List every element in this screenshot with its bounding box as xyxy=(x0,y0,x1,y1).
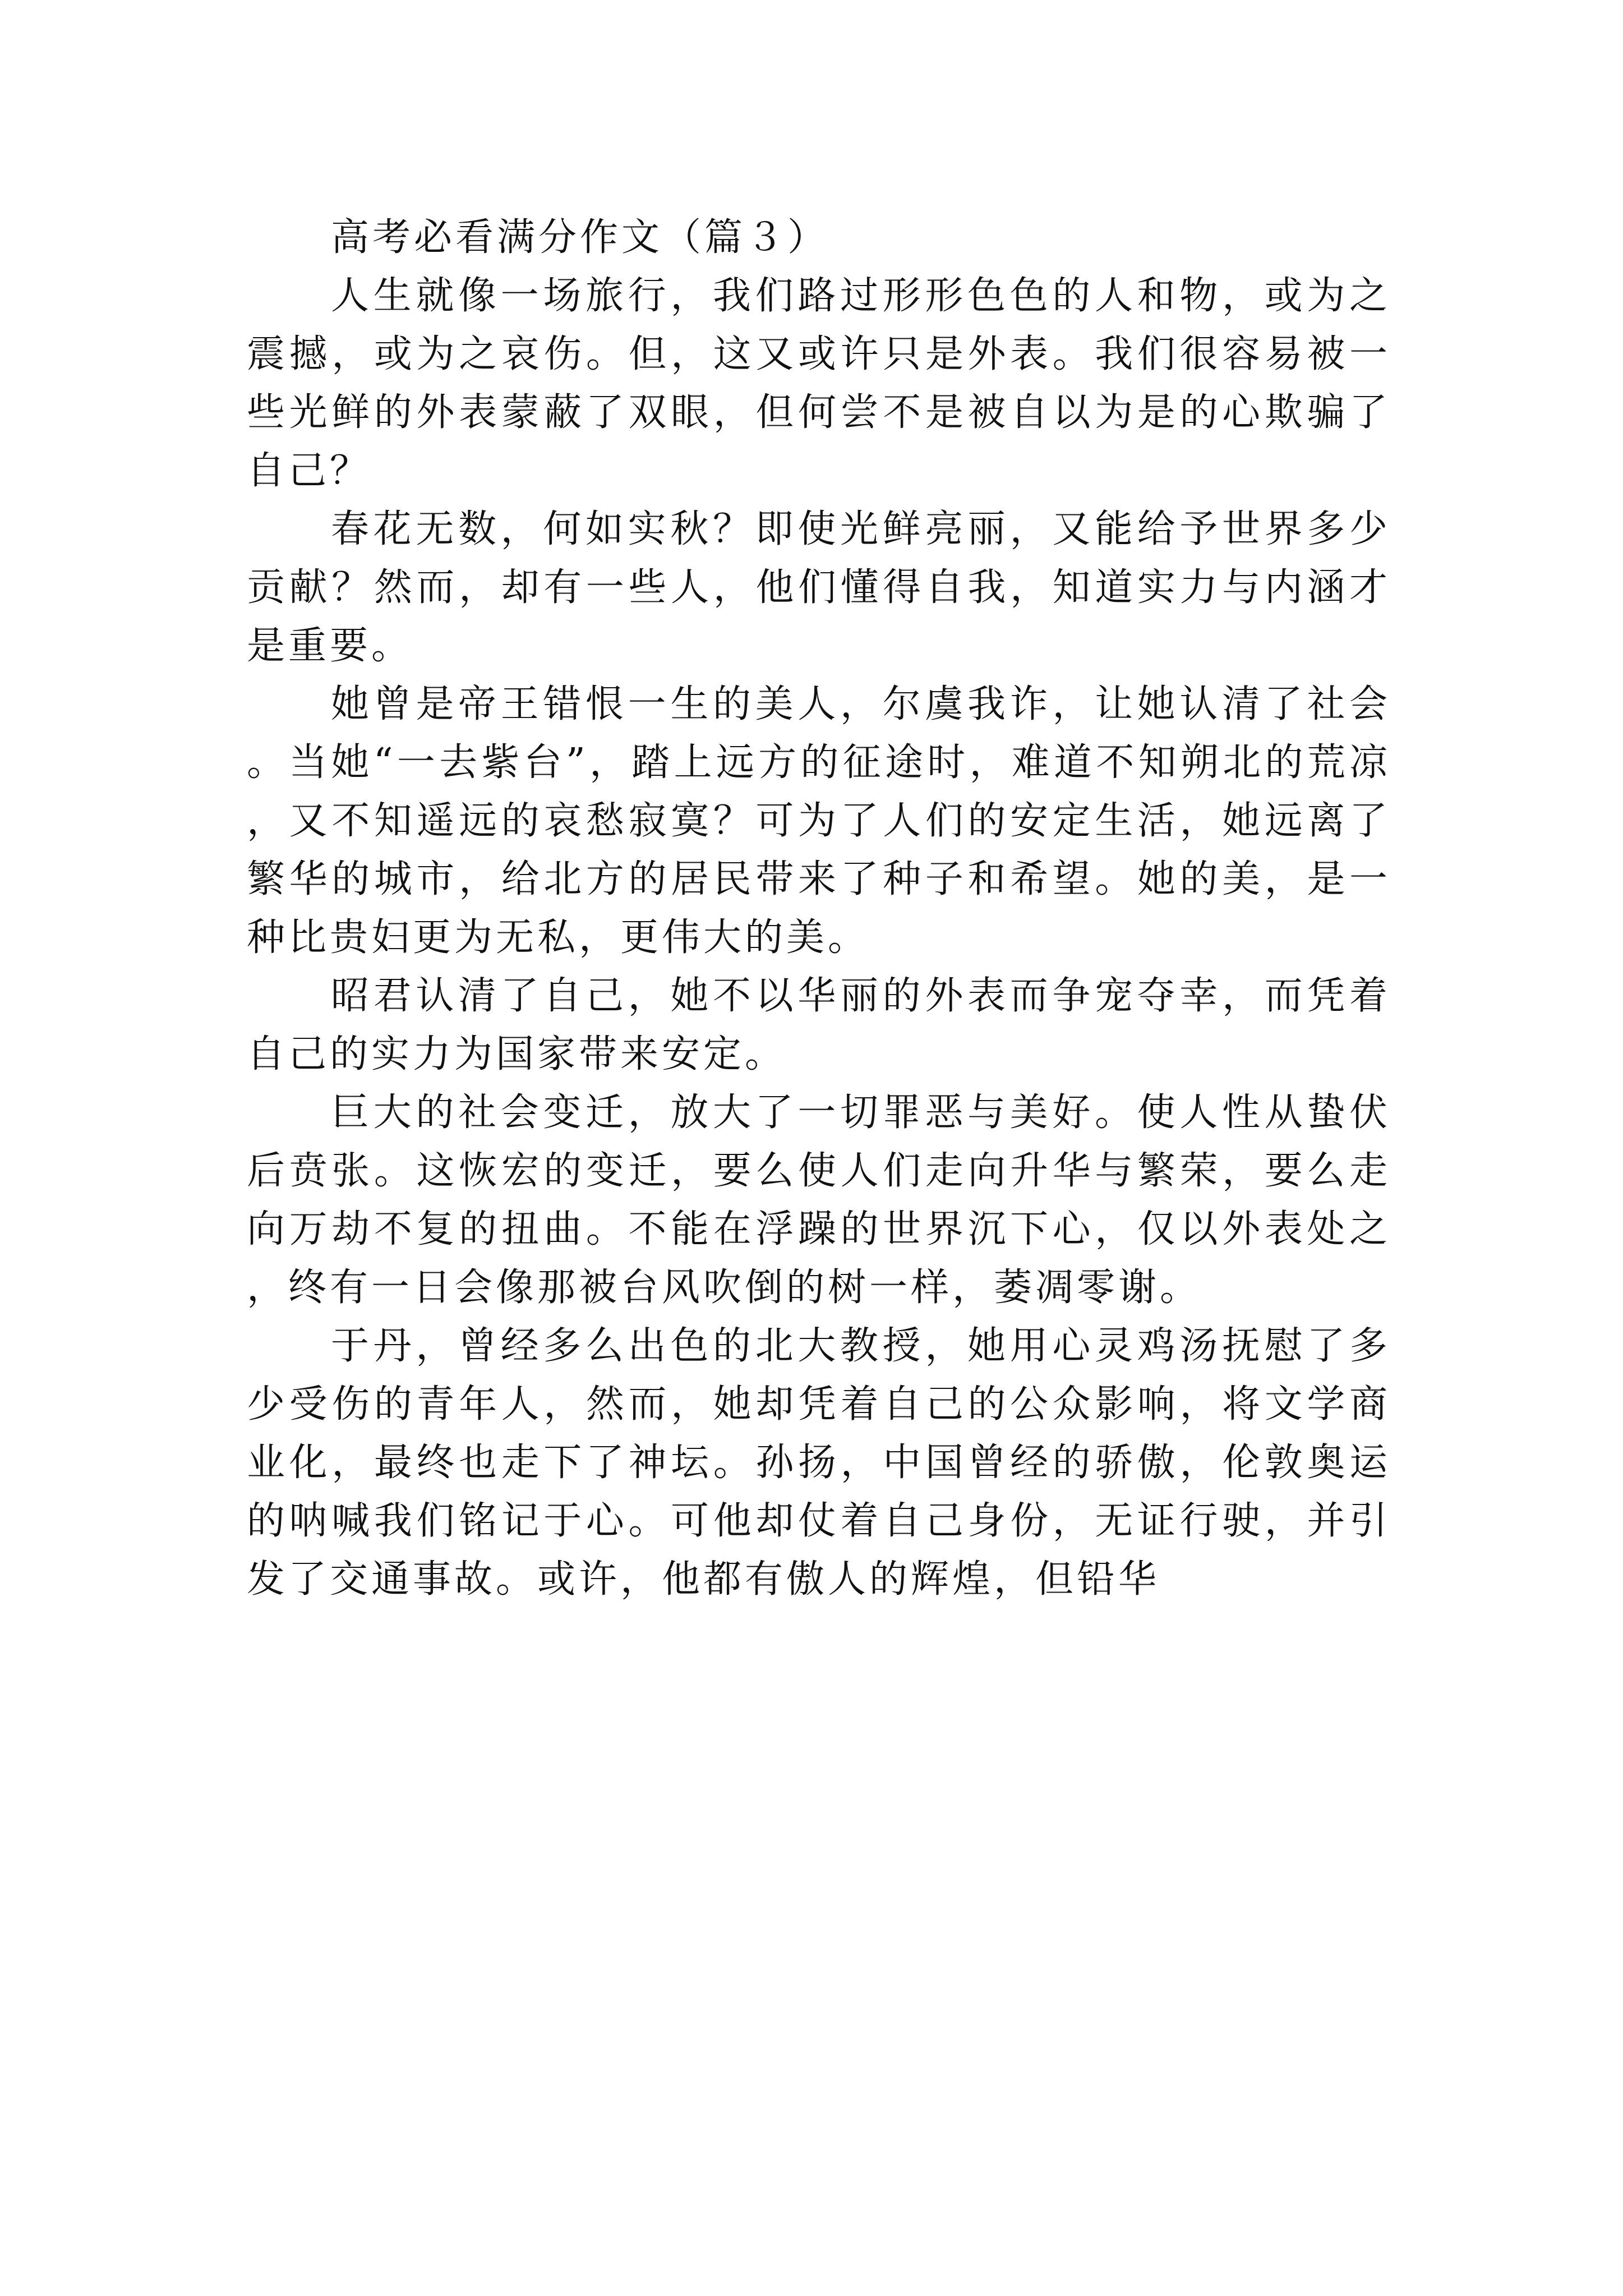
paragraph-2: 春花无数，何如实秋？即使光鲜亮丽，又能给予世界多少贡献？然而，却有一些人，他们懂得自我，知道实力与内涵才是重要。 xyxy=(247,507,1391,668)
paragraph-1: 人生就像一场旅行，我们路过形形色色的人和物，或为之震撼，或为之哀伤。但，这又或许只是外表。我们很容易被一些光鲜的外表蒙蔽了双眼，但何尝不是被自以为是的心欺骗了自己？ xyxy=(247,274,1391,493)
paragraph-3: 她曾是帝王错恨一生的美人，尔虞我诈，让她认清了社会。当她“一去紫台”，踏上远方的征途时，难道不知朔北的荒凉，又不知遥远的哀愁寂寞？可为了人们的安定生活，她远离了繁华的城市，给北方的居民带来了种子和希望。她的美，是一种比贵妇更为无私，更伟大的美。 xyxy=(247,682,1391,960)
paragraph-5: 巨大的社会变迁，放大了一切罪恶与美好。使人性从蛰伏后贲张。这恢宏的变迁，要么使人们走向升华与繁荣，要么走向万劫不复的扭曲。不能在浮躁的世界沉下心，仅以外表处之，终有一日会像那被台风吹倒的树一样，萎凋零谢。 xyxy=(247,1091,1391,1310)
paragraph-6: 于丹，曾经多么出色的北大教授，她用心灵鸡汤抚慰了多少受伤的青年人，然而，她却凭着自己的公众影响，将文学商业化，最终也走下了神坛。孙扬，中国曾经的骄傲，伦敦奥运的呐喊我们铭记于心。可他却仗着自己身份，无证行驶，并引发了交通事故。或许，他都有傲人的辉煌，但铅华 xyxy=(247,1324,1391,1602)
paragraph-4: 昭君认清了自己，她不以华丽的外表而争宠夺幸，而凭着自己的实力为国家带来安定。 xyxy=(247,974,1391,1076)
article-title: 高考必看满分作文（篇３） xyxy=(331,215,829,260)
article-body xyxy=(247,209,1391,1609)
